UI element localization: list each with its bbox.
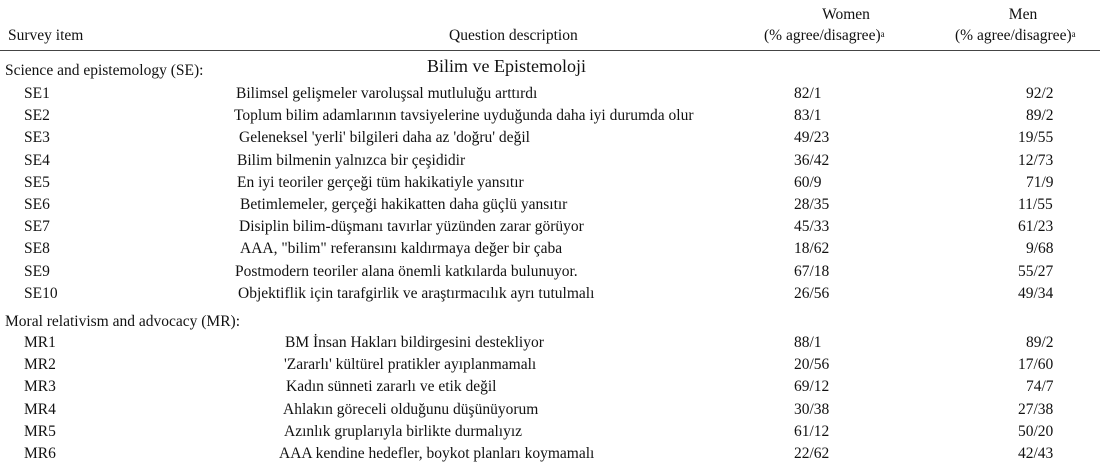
men-percent: 19/55 [1018, 129, 1054, 146]
question-description: Disiplin bilim-düşmanı tavırlar yüzünden zarar görüyor [239, 218, 584, 235]
men-percent: 55/27 [1018, 263, 1054, 280]
question-description: Bilim bilmenin yalnızca bir çeşididir [237, 152, 466, 169]
survey-item-code: SE6 [24, 196, 50, 213]
women-percent: 28/35 [794, 196, 830, 213]
question-description: Kadın sünneti zararlı ve etik değil [286, 378, 497, 395]
question-description: Geleneksel 'yerli' bilgileri daha az 'doğru' değil [239, 129, 530, 146]
women-percent: 20/56 [794, 356, 830, 373]
survey-item-code: SE1 [24, 85, 50, 102]
survey-item-code: MR3 [24, 378, 56, 395]
survey-item-code: SE10 [24, 285, 58, 302]
survey-item-code: SE5 [24, 174, 50, 191]
women-percent: 82/1 [794, 85, 822, 102]
question-description: AAA kendine hedefler, boykot planları koymamalı [279, 445, 595, 462]
question-description: BM İnsan Hakları bildirgesini destekliyor [285, 334, 544, 351]
survey-item-code: MR5 [24, 423, 56, 440]
men-sub-label: (% agree/disagree) [955, 27, 1072, 44]
women-percent: 61/12 [794, 423, 830, 440]
men-percent: 92/2 [1026, 85, 1054, 102]
survey-item-code: MR6 [24, 445, 56, 462]
men-percent: 12/73 [1018, 152, 1054, 169]
women-percent: 22/62 [794, 445, 830, 462]
col-header-question-description: Question description [449, 27, 578, 44]
women-footnote-mark: a [880, 29, 885, 39]
men-percent: 61/23 [1018, 218, 1054, 235]
men-percent: 42/43 [1018, 445, 1054, 462]
col-header-women [770, 5, 922, 24]
question-description: Bilimsel gelişmeler varoluşsal mutluluğu arttırdı [236, 85, 538, 102]
question-description: AAA, "bilim" referansını kaldırmaya değer bir çaba [240, 240, 563, 257]
col-header-survey-item: Survey item [8, 27, 84, 44]
survey-item-code: SE4 [24, 152, 50, 169]
question-description: Ahlakın göreceli olduğunu düşünüyorum [283, 401, 539, 418]
men-percent: 74/7 [1026, 378, 1054, 395]
section-title-moral: Moral relativism and advocacy (MR): [5, 313, 241, 330]
men-label: Men [1008, 6, 1038, 23]
survey-item-code: SE9 [24, 263, 50, 280]
women-percent: 45/33 [794, 218, 830, 235]
survey-item-code: SE3 [24, 129, 50, 146]
section-subtitle-science: Bilim ve Epistemoloji [427, 56, 586, 76]
women-percent: 88/1 [794, 334, 822, 351]
men-percent: 89/2 [1026, 334, 1054, 351]
men-percent: 17/60 [1018, 356, 1054, 373]
survey-item-code: SE2 [24, 107, 50, 124]
men-percent: 11/55 [1018, 196, 1053, 213]
women-percent: 36/42 [794, 152, 830, 169]
men-percent: 50/20 [1018, 423, 1054, 440]
question-description: Objektiflik için tarafgirlik ve araştırmacılık ayrı tutulmalı [238, 285, 595, 302]
col-header-women-sub [764, 26, 885, 45]
women-percent: 67/18 [794, 263, 830, 280]
question-description: En iyi teoriler gerçeği tüm hakikatiyle yansıtır [237, 174, 524, 191]
survey-item-code: MR1 [24, 334, 56, 351]
survey-item-code: MR2 [24, 356, 56, 373]
women-percent: 26/56 [794, 285, 830, 302]
women-label: Women [822, 6, 870, 23]
women-percent: 83/1 [794, 107, 822, 124]
women-sub-label: (% agree/disagree) [764, 27, 881, 44]
men-percent: 71/9 [1026, 174, 1054, 191]
question-description: Azınlık gruplarıyla birlikte durmalıyız [284, 423, 523, 440]
women-percent: 49/23 [794, 129, 830, 146]
women-percent: 60/9 [794, 174, 822, 191]
question-description: Toplum bilim adamlarının tavsiyelerine uyduğunda daha iyi durumda olur [234, 107, 694, 124]
men-percent: 89/2 [1026, 107, 1054, 124]
question-description: Postmodern teoriler alana önemli katkılarda bulunuyor. [235, 263, 578, 280]
col-header-men-sub [955, 26, 1076, 45]
survey-item-code: SE7 [24, 218, 50, 235]
men-percent: 27/38 [1018, 401, 1054, 418]
men-percent: 9/68 [1026, 240, 1054, 257]
col-header-men [950, 5, 1096, 24]
women-percent: 30/38 [794, 401, 830, 418]
men-percent: 49/34 [1018, 285, 1054, 302]
survey-item-code: MR4 [24, 401, 56, 418]
women-percent: 69/12 [794, 378, 830, 395]
header-divider [0, 50, 1100, 51]
survey-item-code: SE8 [24, 240, 50, 257]
men-footnote-mark: a [1071, 29, 1076, 39]
section-title-science: Science and epistemology (SE): [5, 62, 204, 79]
question-description: 'Zararlı' kültürel pratikler ayıplanmamalı [284, 356, 537, 373]
women-percent: 18/62 [794, 240, 830, 257]
question-description: Betimlemeler, gerçeği hakikatten daha güçlü yansıtır [240, 196, 568, 213]
